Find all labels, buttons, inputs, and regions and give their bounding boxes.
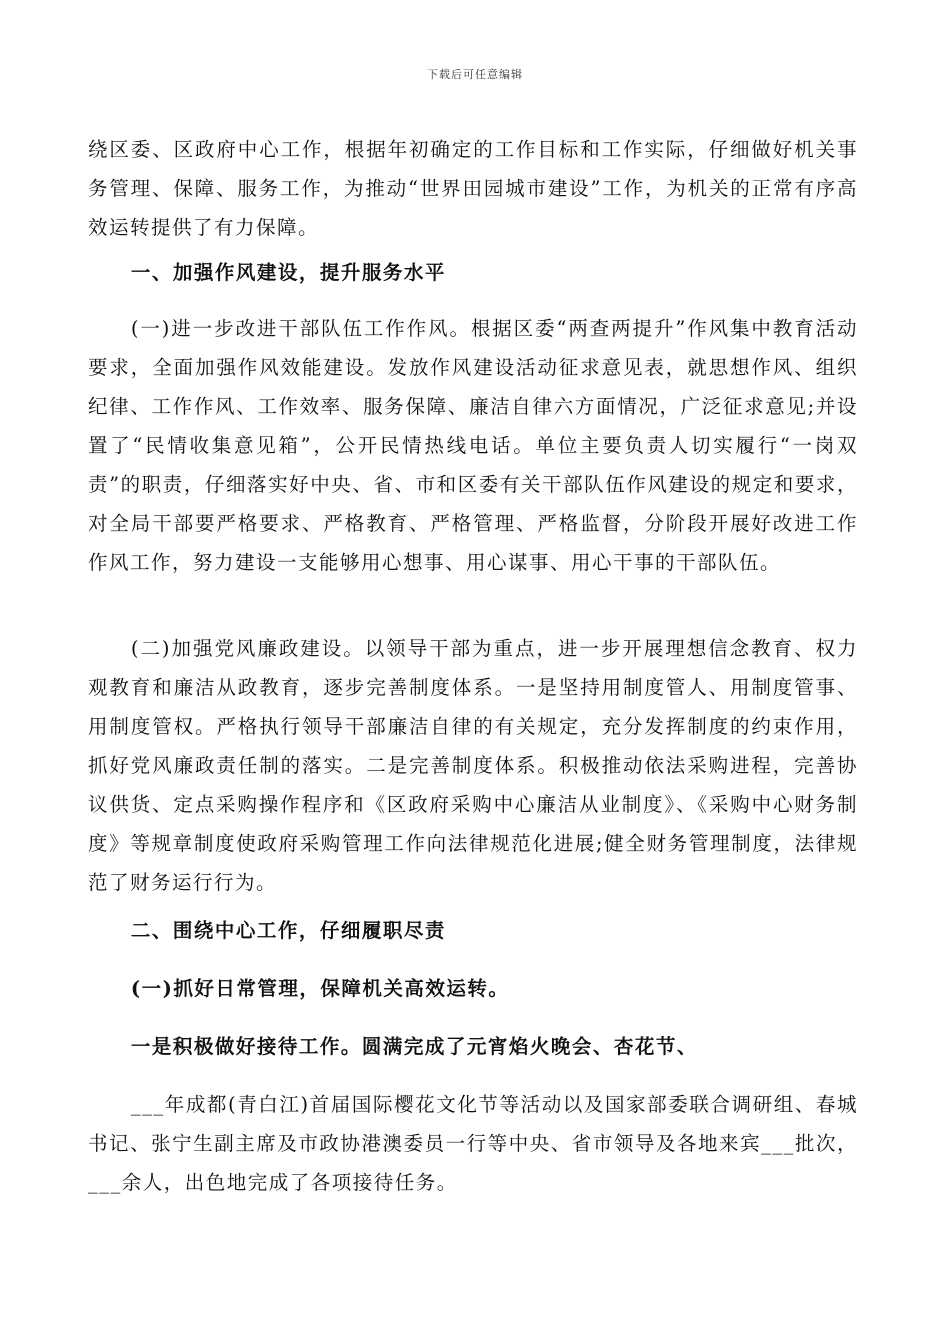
paragraph-work-style: (一)进一步改进干部队伍工作作风。根据区委“两查两提升”作风集中教育活动要求，全面加强作风效能建设。发放作风建设活动征求意见表，就思想作风、组织纪律、工作作风、工作效率、服务保障、廉洁自律六方面情况，广泛征求意见;并设置了“民情收集意见箱”，公开民情热线电话。单位主要负责人切实履行“一岗双责”的职责，仔细落实好中央、省、市和区委有关干部队伍作风建设的规定和要求，对全局干部要严格要求、严格教育、严格管理、严格监督，分阶段开展好改进工作作风工作，努力建设一支能够用心想事、用心谋事、用心干事的干部队伍。 <box>88 317 858 574</box>
item-heading: 一是积极做好接待工作。圆满完成了元宵焰火晚会、杏花节、 <box>130 1035 698 1058</box>
paragraph-reception: ___年成都(青白江)首届国际樱花文化节等活动以及国家部委联合调研组、春城书记、张宁生副主席及市政协港澳委员一行等中央、省市领导及各地来宾___批次，___余人，出色地完成了各项接待任务。 <box>88 1093 858 1194</box>
subsection-heading: (一)抓好日常管理，保障机关高效运转。 <box>130 977 510 1000</box>
section-heading-2: 二、围绕中心工作，仔细履职尽责 <box>130 919 446 942</box>
paragraph-integrity: (二)加强党风廉政建设。以领导干部为重点，进一步开展理想信念教育、权力观教育和廉洁从政教育，逐步完善制度体系。一是坚持用制度管人、用制度管事、用制度管权。严格执行领导干部廉洁自律的有关规定，充分发挥制度的约束作用，抓好党风廉政责任制的落实。二是完善制度体系。积极推动依法采购进程，完善协议供货、定点采购操作程序和《区政府采购中心廉洁从业制度》、《采购中心财务制度》等规章制度使政府采购管理工作向法律规范化进展;健全财务管理制度，法律规范了财务运行行为。 <box>88 637 858 894</box>
section-heading-1: 一、加强作风建设，提升服务水平 <box>130 261 446 284</box>
header-note: 下载后可任意编辑 <box>427 68 523 81</box>
paragraph-intro: 绕区委、区政府中心工作，根据年初确定的工作目标和工作实际，仔细做好机关事务管理、保障、服务工作，为推动“世界田园城市建设”工作，为机关的正常有序高效运转提供了有力保障。 <box>88 138 858 239</box>
